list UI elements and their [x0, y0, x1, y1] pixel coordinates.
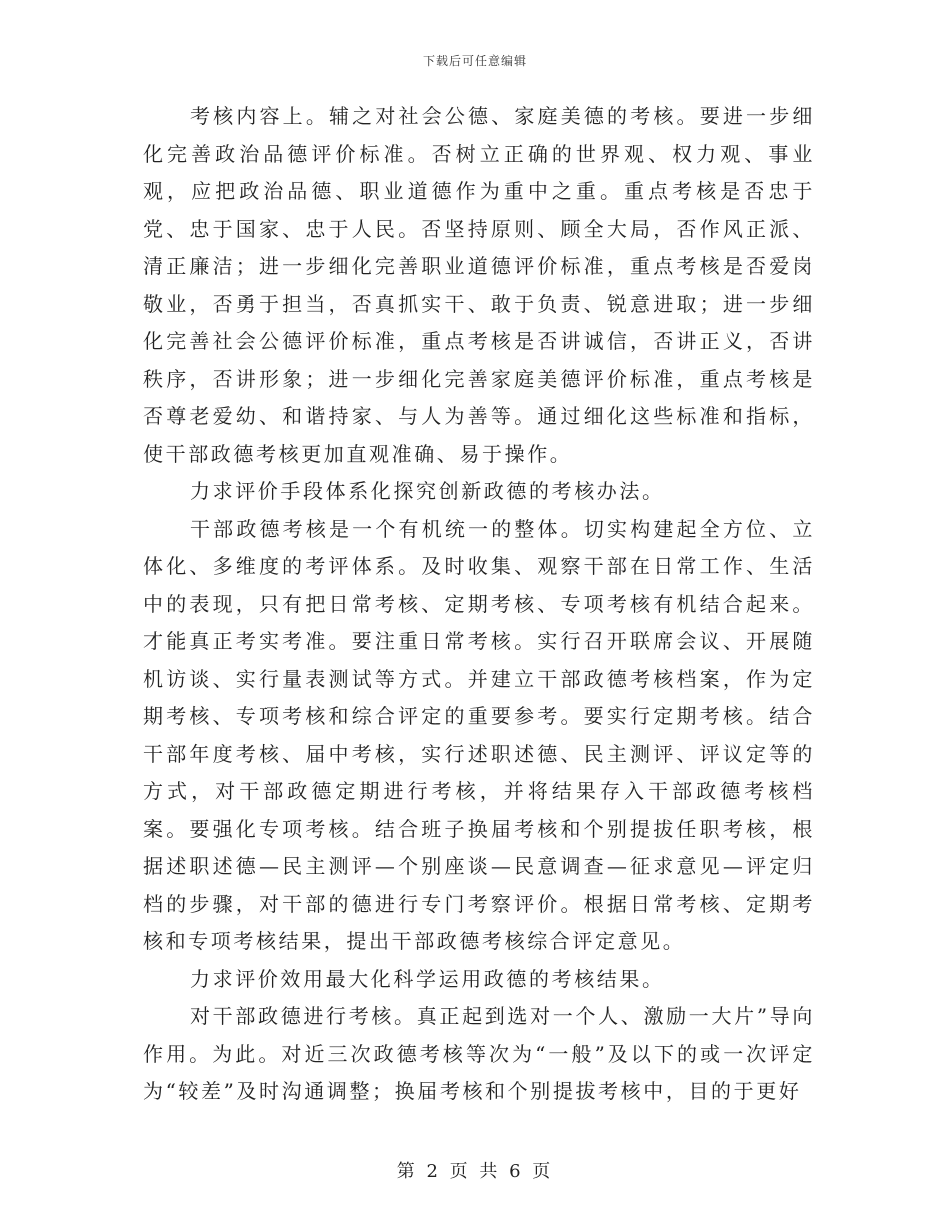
- page-number: 第 2 页 共 6 页: [396, 1161, 554, 1182]
- paragraph-heading-results: 力求评价效用最大化科学运用政德的考核结果。: [190, 966, 665, 991]
- paragraph-results-usage: 对干部政德进行考核。真正起到选对一个人、激励一大片”导向作用。为此。对近三次政德考核等次为“一般”及以下的或一次评定为“较差”及时沟通调整；换届考核和个别提拔考核中，目的于更好: [143, 1004, 815, 1103]
- paragraph-heading-methods: 力求评价手段体系化探究创新政德的考核办法。: [190, 479, 665, 503]
- paragraph-evaluation-system: 干部政德考核是一个有机统一的整体。切实构建起全方位、立体化、多维度的考评体系。及时收集、观察干部在日常工作、生活中的表现，只有把日常考核、定期考核、专项考核有机结合起来。才能真正考实考准。要注重日常考核。实行召开联席会议、开展随机访谈、实行量表测试等方式。并建立干部政德考核档案，作为定期考核、专项考核和综合评定的重要参考。要实行定期考核。结合干部年度考核、届中考核，实行述职述德、民主测评、评议定等的方式，对干部政德定期进行考核，并将结果存入干部政德考核档案。要强化专项考核。结合班子换届考核和个别提拔任职考核，根据述职述德—民主测评—个别座谈—民意调查—征求意见—评定归档的步骤，对干部的德进行专门考察评价。根据日常考核、定期考核和专项考核结果，提出干部政德考核综合评定意见。: [143, 516, 815, 953]
- page-header-note: 下载后可任意编辑: [422, 54, 527, 68]
- paragraph-evaluation-content: 考核内容上。辅之对社会公德、家庭美德的考核。要进一步细化完善政治品德评价标准。否树立正确的世界观、权力观、事业观，应把政治品德、职业道德作为重中之重。重点考核是否忠于党、忠于国家、忠于人民。否坚持原则、顾全大局，否作风正派、清正廉洁；进一步细化完善职业道德评价标准，重点考核是否爱岗敬业，否勇于担当，否真抓实干、敢于负责、锐意进取；进一步细化完善社会公德评价标准，重点考核是否讲诚信，否讲正义，否讲秩序，否讲形象；进一步细化完善家庭美德评价标准，重点考核是否尊老爱幼、和谐持家、与人为善等。通过细化这些标准和指标，使干部政德考核更加直观准确、易于操作。: [143, 104, 815, 466]
- document-body: [143, 98, 815, 1111]
